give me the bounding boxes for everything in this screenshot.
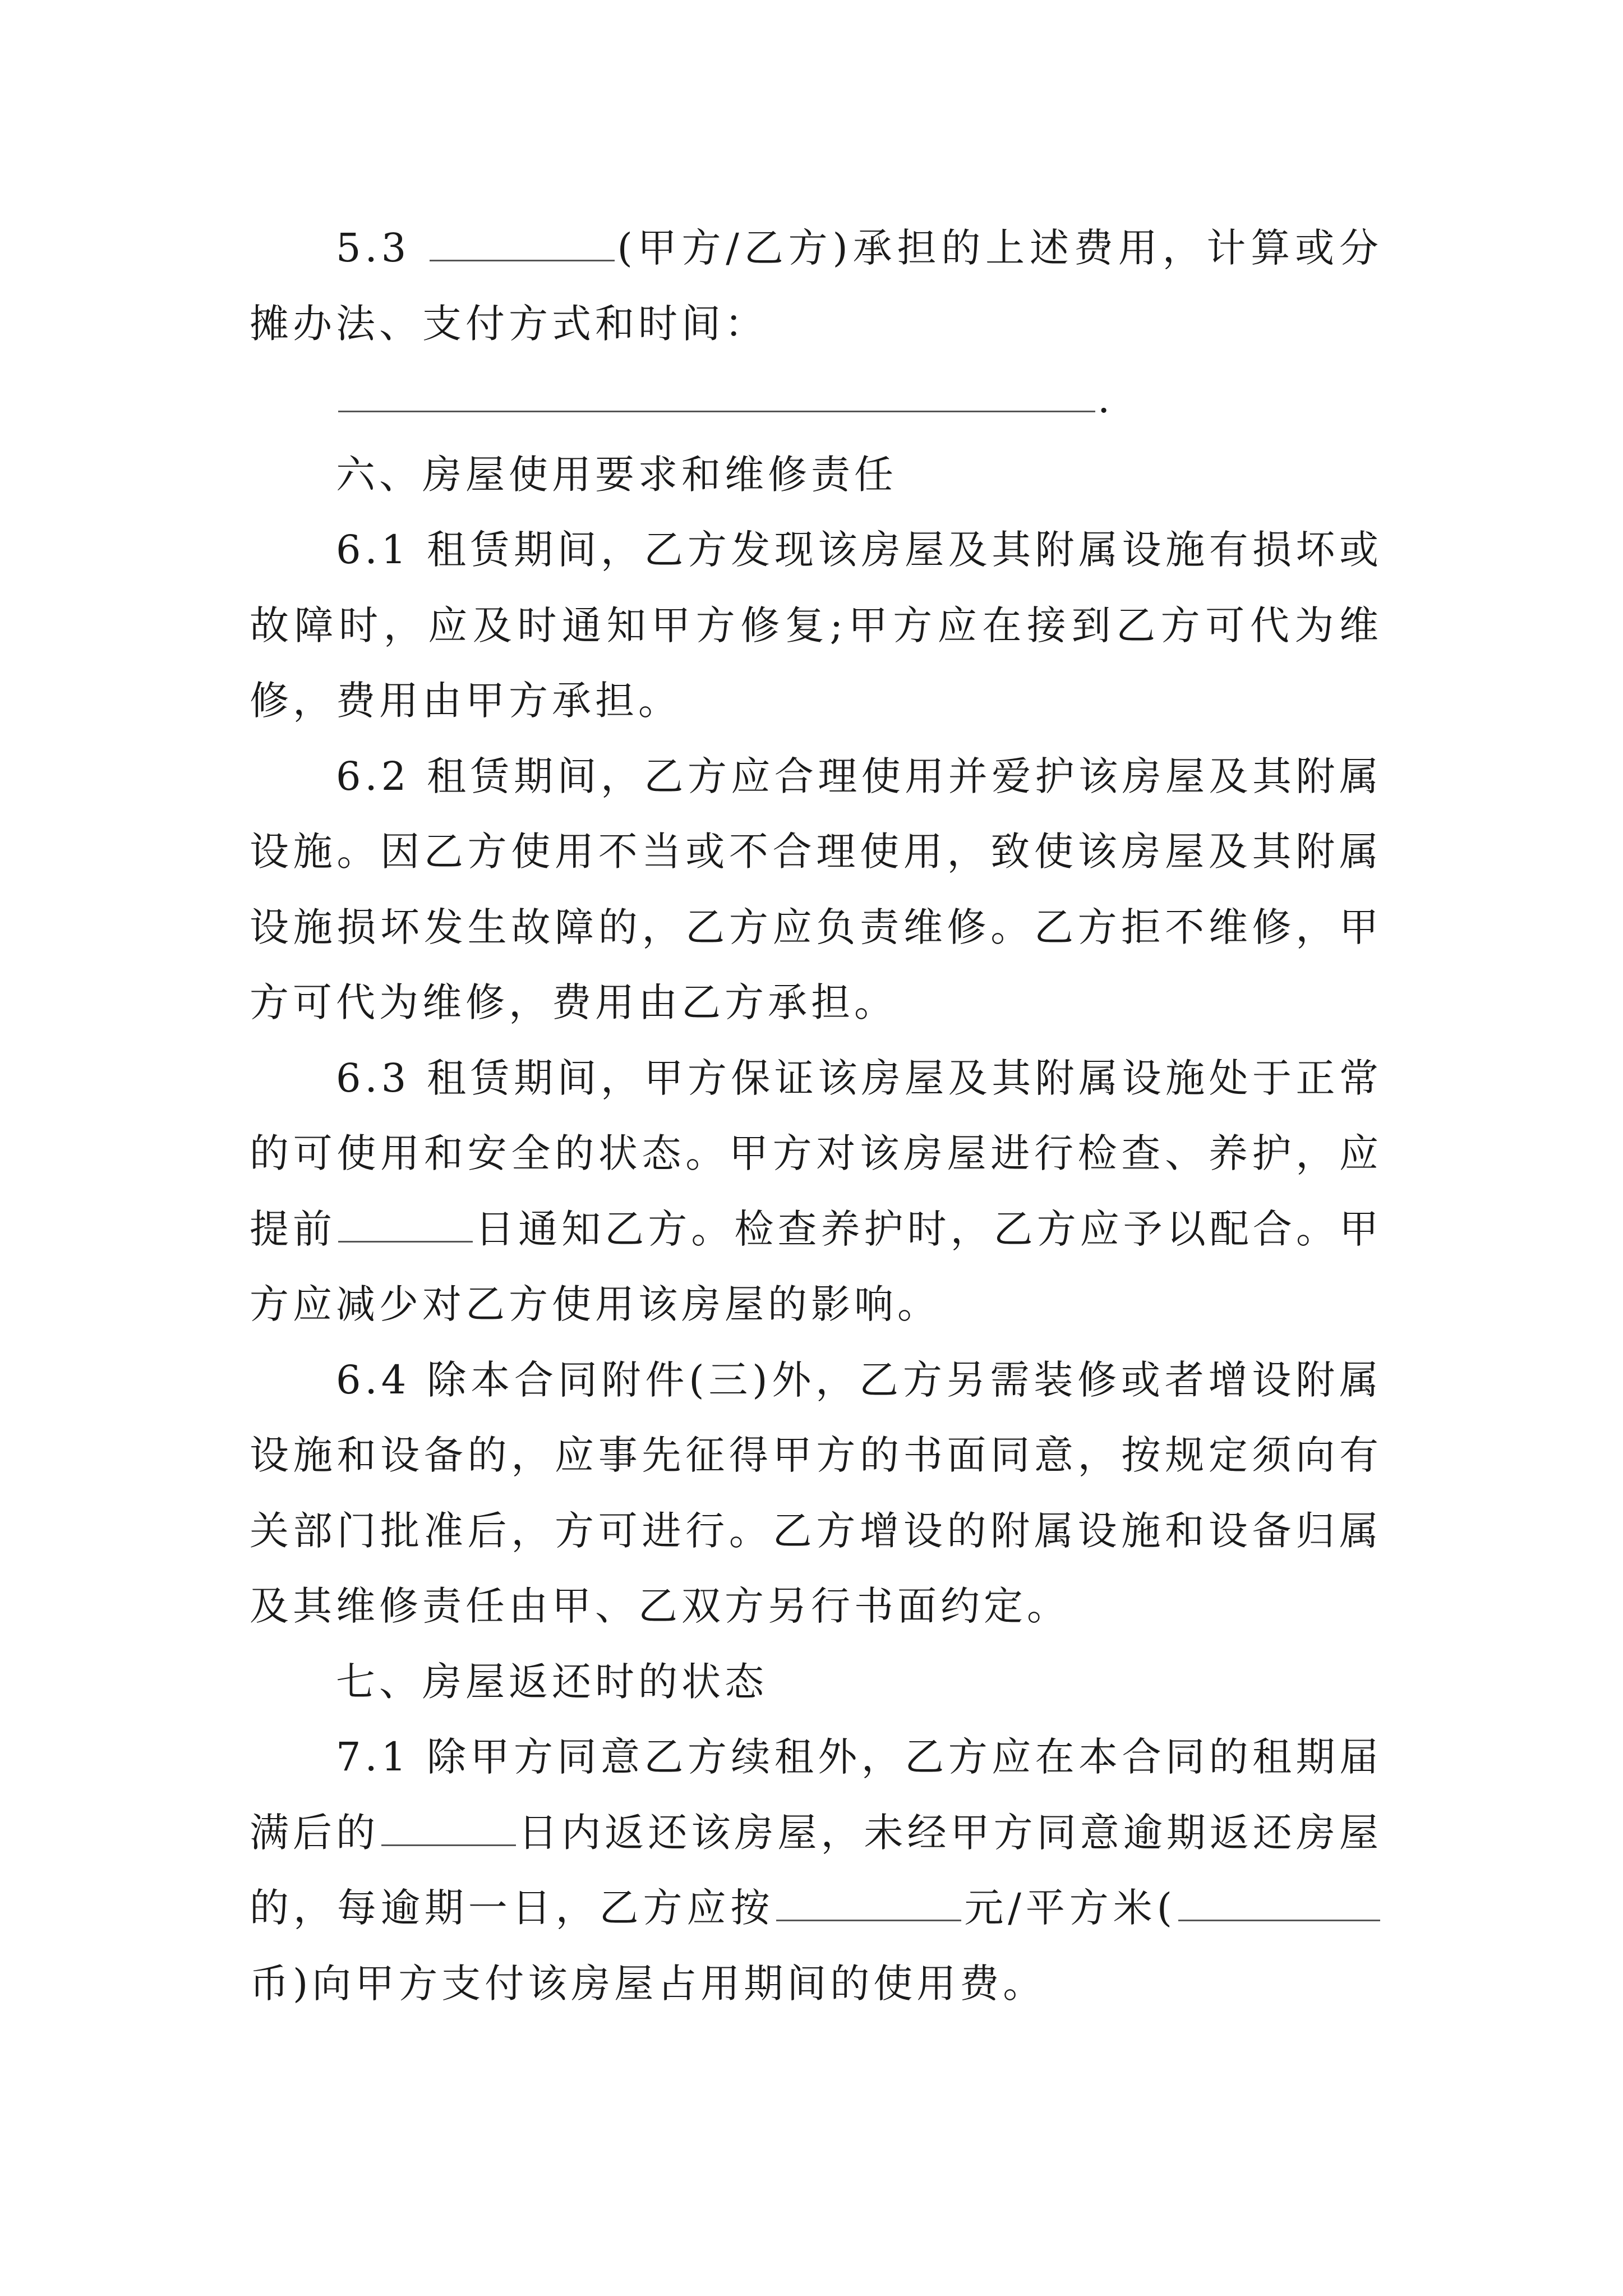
clause-7-1-text-c: 元/平方米( <box>963 1885 1176 1931</box>
clause-5-3-text: (甲方/乙方)承担的上述费用，计算或分摊办法、支付方式和时间： <box>250 225 1382 347</box>
section-6-title: 六、房屋使用要求和维修责任 <box>336 451 897 498</box>
document-body <box>250 210 1382 2021</box>
blank-field[interactable] <box>338 378 1095 412</box>
blank-field[interactable] <box>776 1887 961 1921</box>
clause-6-4: 6.4 除本合同附件(三)外，乙方另需装修或者增设附属设施和设备的，应事先征得甲方的书面同意，按规定须向有关部门批准后，方可进行。乙方增设的附属设施和设备归属及其维修责任由甲、乙双方另行书面约定。 <box>250 1356 1382 1629</box>
clause-6-3-text-a: 6.3 租赁期间，甲方保证该房屋及其附属设施处于正常的可使用和安全的状态。甲方对该房屋进行检查、养护，应提前 <box>250 1055 1382 1252</box>
clause-7-1 <box>250 1719 1382 2021</box>
clause-6-3 <box>250 1041 1382 1342</box>
blank-field[interactable] <box>338 1208 473 1243</box>
clause-6-2: 6.2 租赁期间，乙方应合理使用并爱护该房屋及其附属设施。因乙方使用不当或不合理使用，致使该房屋及其附属设施损坏发生故障的，乙方应负责维修。乙方拒不维修，甲方可代为维修，费用由乙方承担。 <box>250 753 1382 1025</box>
clause-5-3 <box>250 210 1382 361</box>
clause-7-1-text-d: 币)向甲方支付该房屋占用期间的使用费。 <box>250 1960 1046 2007</box>
blank-field[interactable] <box>1178 1887 1380 1921</box>
clause-5-3-number: 5.3 <box>336 225 411 271</box>
blank-field[interactable] <box>381 1812 516 1846</box>
clause-6-1: 6.1 租赁期间，乙方发现该房屋及其附属设施有损坏或故障时，应及时通知甲方修复;甲方应在接到乙方可代为维修，费用由甲方承担。 <box>250 527 1382 724</box>
clause-6-3-text-b: 日通知乙方。检查养护时，乙方应予以配合。甲方应减少对乙方使用该房屋的影响。 <box>250 1205 1383 1327</box>
clause-7-1-text-a: 7.1 除甲方同意乙方续租外，乙方应在本合同的租期届满后的 <box>250 1734 1382 1856</box>
blank-field[interactable] <box>430 227 615 261</box>
section-7-title: 七、房屋返还时的状态 <box>336 1658 768 1705</box>
clause-5-3-fill-line <box>250 361 1382 437</box>
clause-5-3-end-mark: . <box>1098 376 1114 422</box>
clause-7-1-text-b: 日内返还该房屋，未经甲方同意逾期返还房屋的，每逾期一日，乙方应按 <box>250 1809 1383 1931</box>
